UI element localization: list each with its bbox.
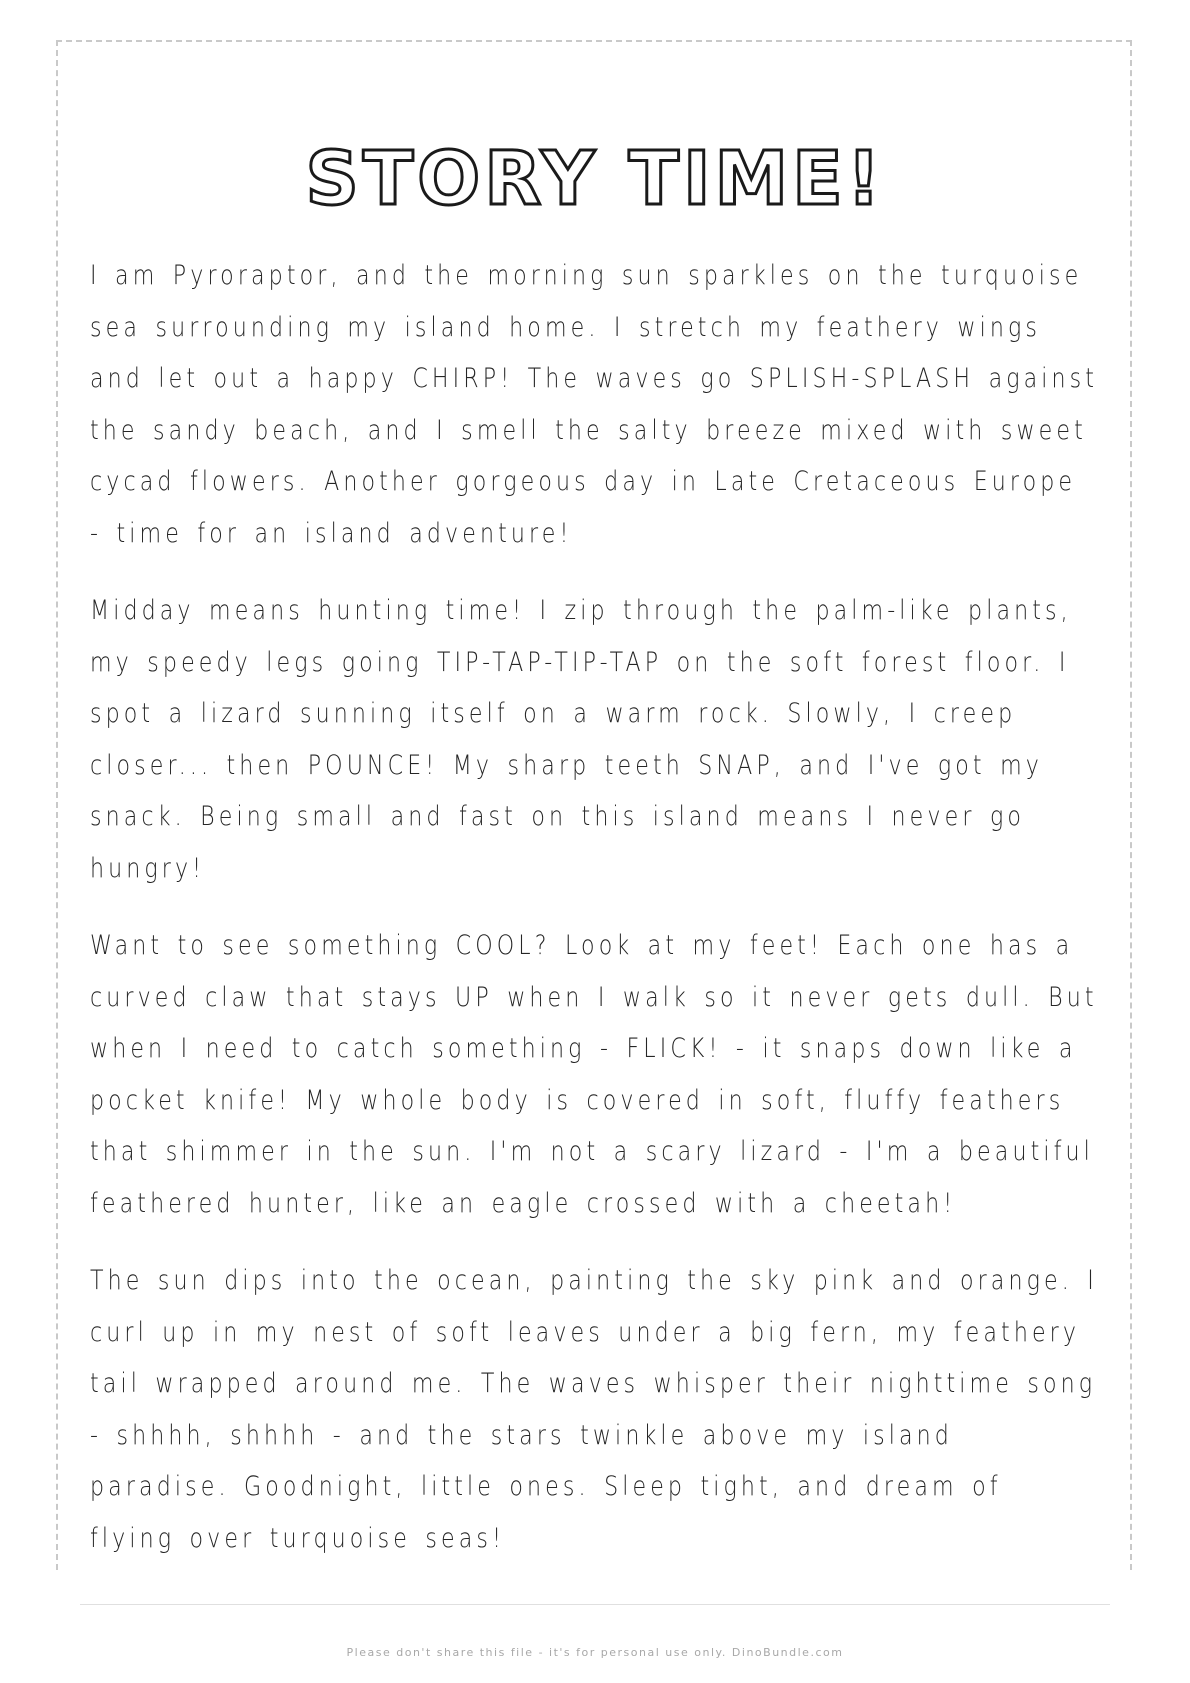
footer-divider — [80, 1604, 1110, 1605]
story-body — [90, 250, 1120, 1590]
story-paragraph-claws: Want to see something COOL? Look at my feet! Each one has a curved claw that stays UP when I walk so it never gets dull. But when I need to catch something - FLICK! - it snaps down like a pocket knife! My whole body is covered in soft, fluffy feathers that shimmer in the sun. I'm not a scary lizard - I'm a beautiful feathered hunter, like an eagle crossed with a cheetah! — [90, 930, 1098, 1219]
story-paragraph-midday: Midday means hunting time! I zip through the palm-like plants, my speedy legs going TIP-TAP-TIP-TAP on the soft forest floor. I spot a lizard sunning itself on a warm rock. Slowly, I creep closer... then POUNCE! My sharp teeth SNAP, and I've got my snack. Being small and fast on this island means I never go hungry! — [90, 595, 1072, 884]
footer-notice: Please don't share this file - it's for personal use only. DinoBundle.com — [346, 1646, 844, 1659]
story-paragraph-night: The sun dips into the ocean, painting the sky pink and orange. I curl up in my nest of soft leaves under a big fern, my feathery tail wrapped around me. The waves whisper their nighttime song - shhhh, shhhh - and the stars twinkle above my island paradise. Goodnight, little ones. Sleep tight, and dream of flying over turquoise seas! — [90, 1265, 1098, 1554]
page-title: STORY TIME! — [305, 135, 885, 222]
story-paragraph-morning: I am Pyroraptor, and the morning sun sparkles on the turquoise sea surrounding my island home. I stretch my feathery wings and let out a happy CHIRP! The waves go SPLISH-SPLASH against the sandy beach, and I smell the salty breeze mixed with sweet cycad flowers. Another gorgeous day in Late Cretaceous Europe - time for an island adventure! — [90, 260, 1099, 549]
